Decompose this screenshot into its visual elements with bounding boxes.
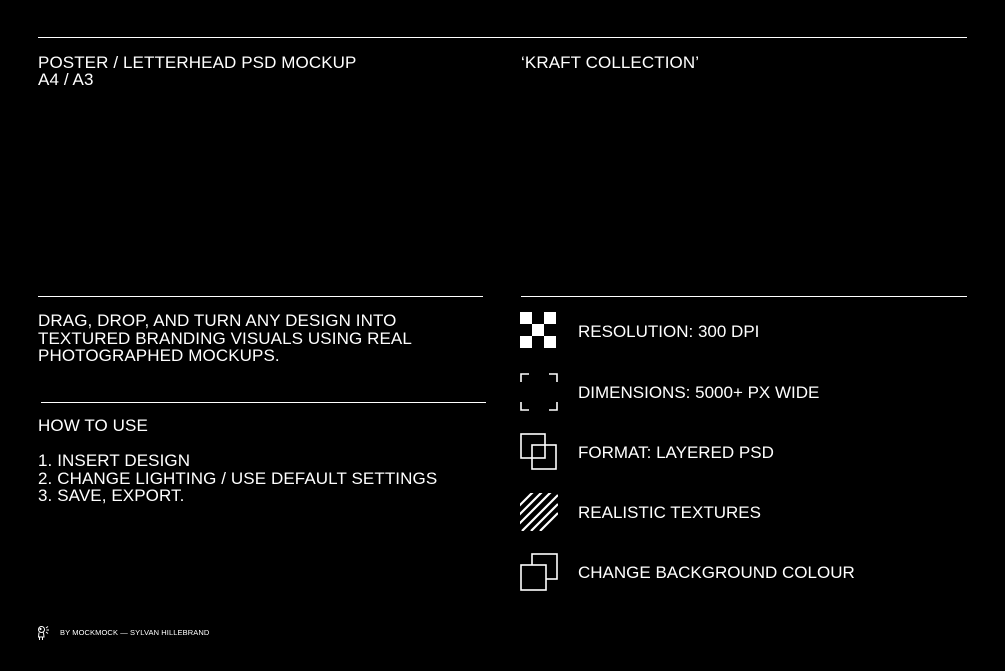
collection-name: ‘KRAFT COLLECTION’ xyxy=(521,53,700,72)
feature-label: RESOLUTION: 300 DPI xyxy=(578,321,760,341)
description-line: TEXTURED BRANDING VISUALS USING REAL xyxy=(38,329,412,348)
feature-label: DIMENSIONS: 5000+ PX WIDE xyxy=(578,382,820,402)
feature-format xyxy=(520,433,774,471)
footer-credit: BY MOCKMOCK — SYLVAN HILLEBRAND xyxy=(60,628,210,637)
checkerboard-icon xyxy=(520,312,558,350)
top-divider xyxy=(38,37,967,38)
right-mid-divider xyxy=(521,296,967,297)
overlapping-squares-icon xyxy=(520,553,558,591)
feature-dimensions xyxy=(520,373,819,411)
frame-corners-icon xyxy=(520,373,558,411)
feature-label: FORMAT: LAYERED PSD xyxy=(578,442,774,462)
diagonal-stripes-icon xyxy=(520,493,558,531)
how-to-step: 1. INSERT DESIGN xyxy=(38,451,191,470)
how-to-divider xyxy=(41,402,486,403)
feature-label: REALISTIC TEXTURES xyxy=(578,502,761,522)
footer xyxy=(36,625,209,641)
how-to-use-heading: HOW TO USE xyxy=(38,416,148,435)
product-formats: A4 / A3 xyxy=(38,70,94,89)
feature-textures xyxy=(520,493,761,531)
mockmock-logo-icon xyxy=(36,625,52,641)
feature-label: CHANGE BACKGROUND COLOUR xyxy=(578,562,855,582)
how-to-step: 3. SAVE, EXPORT. xyxy=(38,486,185,505)
layers-icon xyxy=(520,433,558,471)
product-title: POSTER / LETTERHEAD PSD MOCKUP xyxy=(38,53,357,72)
description-line: PHOTOGRAPHED MOCKUPS. xyxy=(38,346,280,365)
feature-background-colour xyxy=(520,553,855,591)
how-to-step: 2. CHANGE LIGHTING / USE DEFAULT SETTINGS xyxy=(38,469,438,488)
description-line: DRAG, DROP, AND TURN ANY DESIGN INTO xyxy=(38,311,397,330)
feature-resolution xyxy=(520,312,759,350)
left-mid-divider xyxy=(38,296,483,297)
